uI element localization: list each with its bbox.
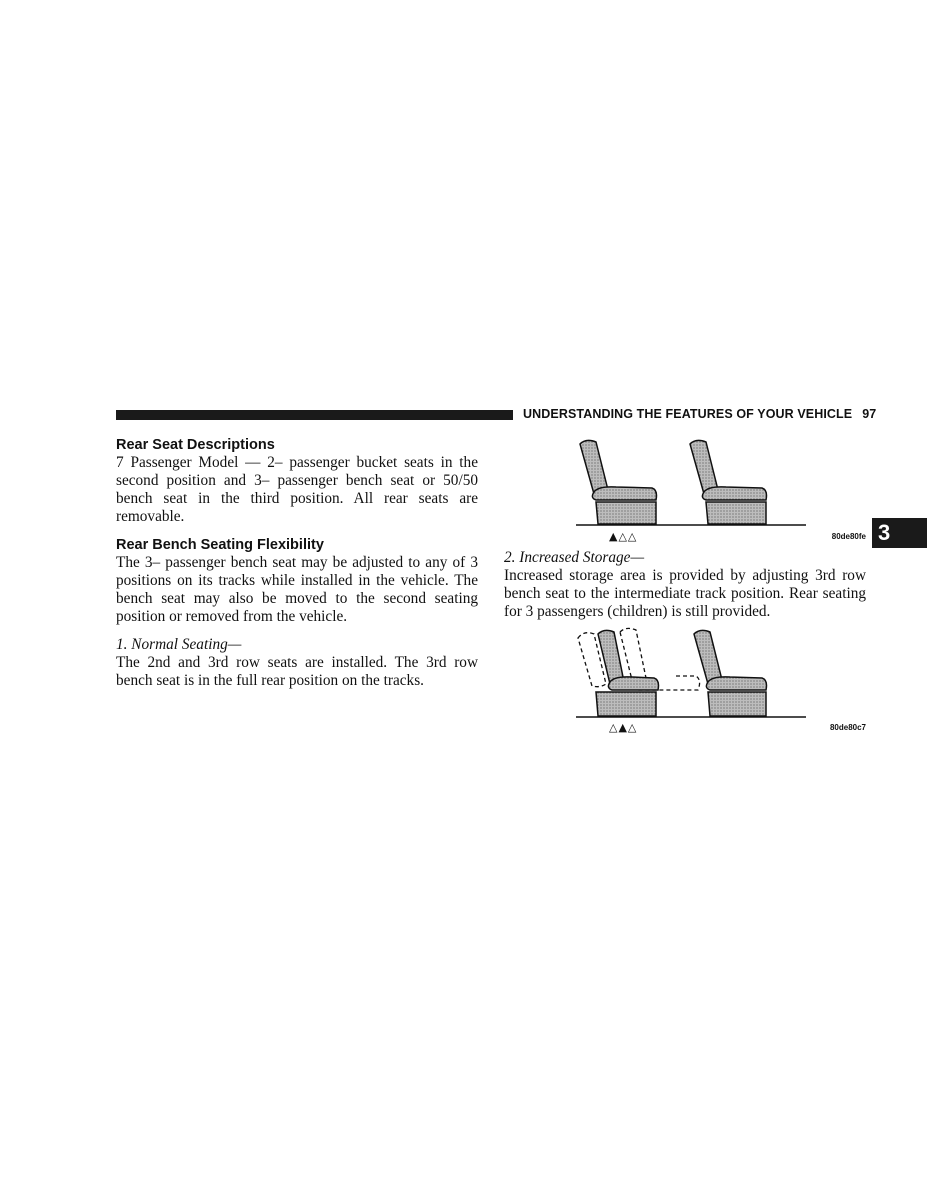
subhead-increased-storage: 2. Increased Storage— — [504, 549, 645, 566]
section-heading-rear-seat-descriptions: Rear Seat Descriptions — [116, 437, 275, 453]
seat-illustration-normal — [576, 438, 866, 543]
figure-code: 80de80fe — [831, 532, 866, 541]
header-rule — [116, 410, 513, 420]
track-position-markers: ▲△△ — [609, 530, 638, 543]
bench-intermediate-position — [596, 630, 659, 716]
seat-illustration-storage — [576, 626, 866, 734]
chapter-tab: 3 — [872, 518, 927, 548]
second-row-seat — [580, 440, 657, 524]
paragraph-increased-storage: Increased storage area is provided by adjusting 3rd row bench seat to the intermediate track position. Rear seating for 3 passengers (children) is still provided. — [504, 567, 866, 620]
paragraph-passenger-model: 7 Passenger Model — 2– passenger bucket seats in the second position and 3– passenger bench seat or 50/50 bench seat in the third position. All rear seats are removable. — [116, 454, 478, 525]
running-header — [523, 407, 876, 421]
page-number: 97 — [862, 407, 877, 421]
track-position-markers: △▲△ — [609, 721, 638, 734]
left-column — [116, 436, 478, 690]
third-row-seat — [690, 440, 767, 524]
right-column — [504, 549, 866, 621]
header-title: UNDERSTANDING THE FEATURES OF YOUR VEHICLE — [523, 407, 853, 421]
paragraph-bench-adjust: The 3– passenger bench seat may be adjusted to any of 3 positions on its tracks while installed in the vehicle. The bench seat may also be moved to the second seating position or removed from the vehicle. — [116, 554, 478, 625]
figure-code: 80de80c7 — [829, 723, 866, 732]
figure-increased-storage — [576, 626, 866, 734]
figure-normal-seating — [576, 438, 866, 543]
section-heading-bench-flexibility: Rear Bench Seating Flexibility — [116, 537, 324, 553]
subhead-normal-seating: 1. Normal Seating— — [116, 636, 242, 653]
second-row-seat — [694, 630, 767, 716]
paragraph-normal-seating: The 2nd and 3rd row seats are installed. The 3rd row bench seat is in the full rear position on the tracks. — [116, 654, 478, 689]
